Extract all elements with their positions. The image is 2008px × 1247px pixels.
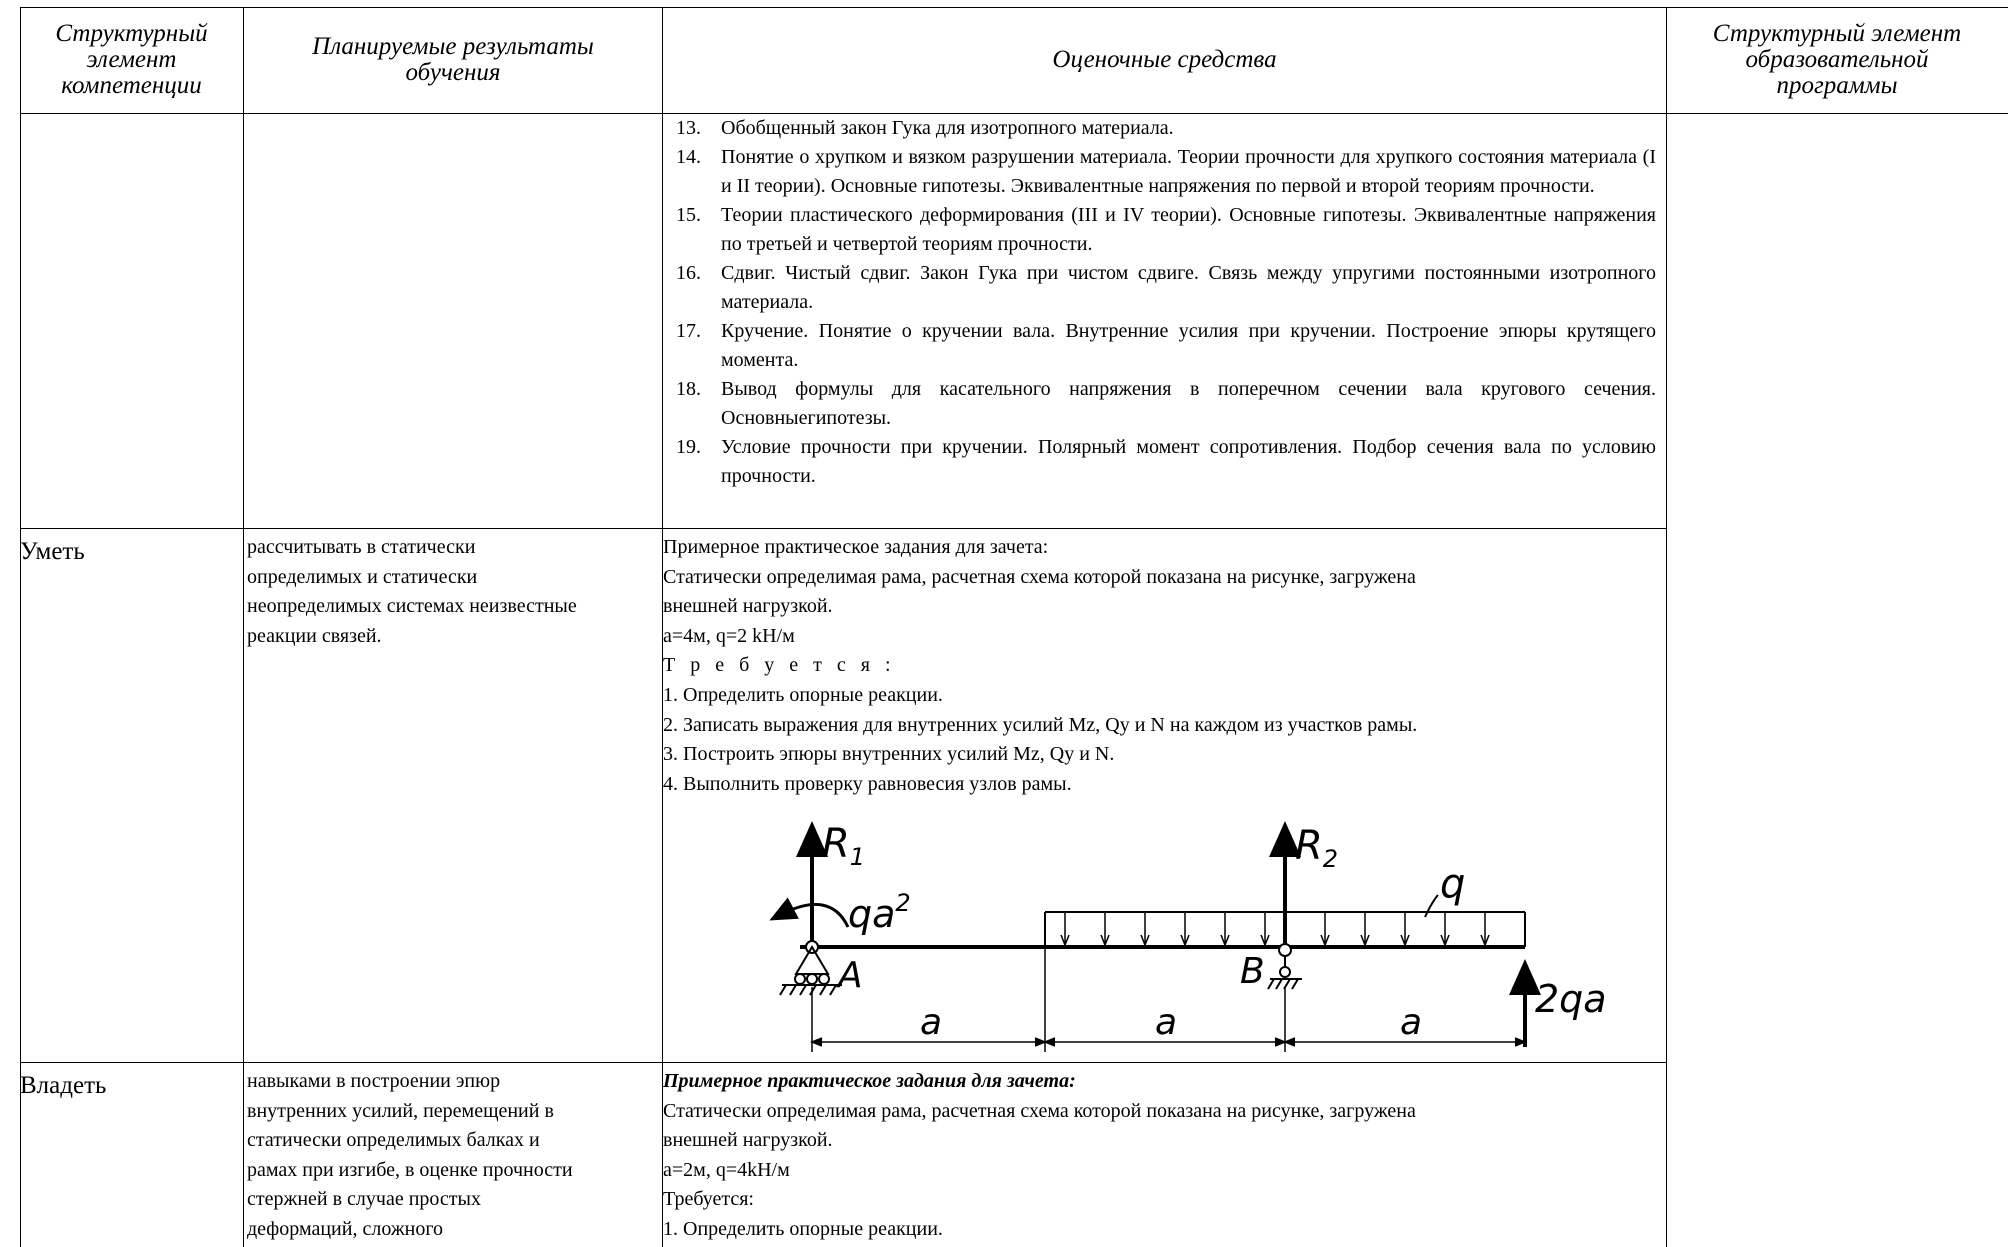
- question-number: 19.: [676, 436, 701, 458]
- task-line: a=4м, q=2 kH/м: [663, 624, 795, 647]
- result-line: стержней в случае простых: [247, 1188, 481, 1211]
- question-number: 13.: [676, 117, 701, 139]
- task-line: Т р е б у е т с я :: [663, 654, 896, 677]
- header-text-line: обучения: [405, 59, 501, 86]
- question-text: Вывод формулы для касательного напряжения в поперечном сечении вала кругового сечения. Основныегипотезы.: [721, 378, 1656, 429]
- task-line: Примерное практическое задания для зачета:: [663, 536, 1049, 558]
- distributed-load-arrows: [1061, 913, 1489, 945]
- task-line: внешней нагрузкой.: [663, 595, 833, 618]
- table-border-left: [20, 7, 21, 1247]
- question-text: Понятие о хрупком и вязком разрушении материала. Теории прочности для хрупкого состояния материала (I и II теории). Основные гипотезы. Эквивалентные напряжения по первой и второй теориям прочности.: [721, 146, 1656, 197]
- task-line: Требуется:: [663, 1188, 754, 1211]
- question-text: Теории пластического деформирования (III и IV теории). Основные гипотезы. Эквивалентные напряжения по третьей и четвертой теориям прочности.: [721, 204, 1656, 255]
- result-line: деформаций, сложного: [247, 1217, 444, 1240]
- assessment-table: [20, 7, 2008, 1247]
- question-number: 16.: [676, 262, 701, 284]
- result-line: рамах при изгибе, в оценке прочности: [247, 1158, 573, 1181]
- question-item: [663, 114, 1656, 143]
- question-item: [663, 143, 1656, 201]
- column-divider-1: [243, 7, 244, 1247]
- header-text-line: Оценочные средства: [1052, 46, 1277, 73]
- question-number: 15.: [676, 204, 701, 226]
- task-vladet: [663, 1067, 1663, 1245]
- header-text-line: образовательной: [1745, 46, 1929, 73]
- task-title: Примерное практическое задания для зачета:: [663, 1070, 1076, 1092]
- competence-element-umet: Уметь: [20, 538, 85, 565]
- dimension-label-a: a: [1155, 1002, 1178, 1043]
- result-line: реакции связей.: [247, 624, 382, 647]
- label-2qa: 2qa: [1535, 977, 1607, 1021]
- roller-support-b: [1268, 944, 1302, 989]
- dimension-label-a: a: [1400, 1002, 1423, 1043]
- header-text-line: элемент: [86, 46, 177, 73]
- result-line: неопределимых системах неизвестные: [247, 595, 577, 618]
- question-number: 18.: [676, 378, 701, 400]
- header-assessment-tools: [663, 7, 1666, 113]
- question-text: Условие прочности при кручении. Полярный момент сопротивления. Подбор сечения вала по условию прочности.: [721, 436, 1656, 487]
- header-planned-results: [244, 7, 662, 113]
- q-leader: [1425, 895, 1438, 917]
- row-divider-umet: [20, 528, 1666, 529]
- question-text: Сдвиг. Чистый сдвиг. Закон Гука при чистом сдвиге. Связь между упругими постоянными изотропного материала.: [721, 262, 1656, 313]
- question-item: [663, 259, 1656, 317]
- label-r1: $R_1$: [822, 821, 866, 871]
- question-text: Кручение. Понятие о кручении вала. Внутренние усилия при кручении. Построение эпюры крутящего момента.: [721, 320, 1656, 371]
- result-line: статически определимых балках и: [247, 1129, 540, 1152]
- task-line: Статически определимая рама, расчетная схема которой показана на рисунке, загружена: [663, 565, 1416, 588]
- question-item: [663, 201, 1656, 259]
- result-line: рассчитывать в статически: [247, 536, 476, 558]
- header-program-element: [1667, 7, 2007, 113]
- header-text-line: компетенции: [61, 72, 202, 99]
- header-text-line: Структурный: [55, 20, 208, 47]
- task-line: 1. Определить опорные реакции.: [663, 1217, 943, 1240]
- result-line: навыками в построении эпюр: [247, 1070, 501, 1092]
- header-text-line: Структурный элемент: [1712, 20, 1962, 47]
- header-text-line: программы: [1776, 72, 1898, 99]
- task-line: 3. Построить эпюры внутренних усилий Mz, Qy и N.: [663, 743, 1115, 766]
- question-text: Обобщенный закон Гука для изотропного материала.: [721, 117, 1174, 139]
- label-a-point: A: [838, 955, 863, 996]
- task-line: 1. Определить опорные реакции.: [663, 683, 943, 706]
- questions-list: [663, 114, 1656, 491]
- planned-result-umet: [247, 533, 659, 651]
- task-line: внешней нагрузкой.: [663, 1129, 833, 1152]
- task-umet: [663, 533, 1663, 799]
- column-divider-3: [1666, 7, 1667, 1247]
- question-item: [663, 375, 1656, 433]
- label-moment: $qa^2$: [848, 889, 911, 936]
- result-line: определимых и статически: [247, 565, 478, 588]
- row-divider-vladet: [20, 1062, 1666, 1063]
- competence-element-vladet: Владеть: [20, 1072, 107, 1099]
- beam-diagram: [720, 807, 1660, 1057]
- question-number: 14.: [676, 146, 701, 168]
- task-line: 4. Выполнить проверку равновесия узлов рамы.: [663, 772, 1072, 795]
- planned-result-vladet: [247, 1067, 659, 1245]
- question-number: 17.: [676, 320, 701, 342]
- header-competence-element: [20, 7, 243, 113]
- task-line: a=2м, q=4kH/м: [663, 1158, 790, 1181]
- question-item: [663, 317, 1656, 375]
- result-line: внутренних усилий, перемещений в: [247, 1099, 554, 1122]
- question-item: [663, 433, 1656, 491]
- task-line: 2. Записать выражения для внутренних усилий Mz, Qy и N на каждом из участков рамы.: [663, 713, 1418, 736]
- label-b-point: B: [1240, 951, 1265, 992]
- label-r2: $R_2$: [1295, 823, 1339, 873]
- header-text-line: Планируемые результаты: [312, 33, 594, 60]
- task-line: Статически определимая рама, расчетная схема которой показана на рисунке, загружена: [663, 1099, 1416, 1122]
- dimension-label-a: a: [920, 1002, 943, 1043]
- pinned-support-a: [780, 941, 842, 995]
- label-q: q: [1440, 861, 1466, 907]
